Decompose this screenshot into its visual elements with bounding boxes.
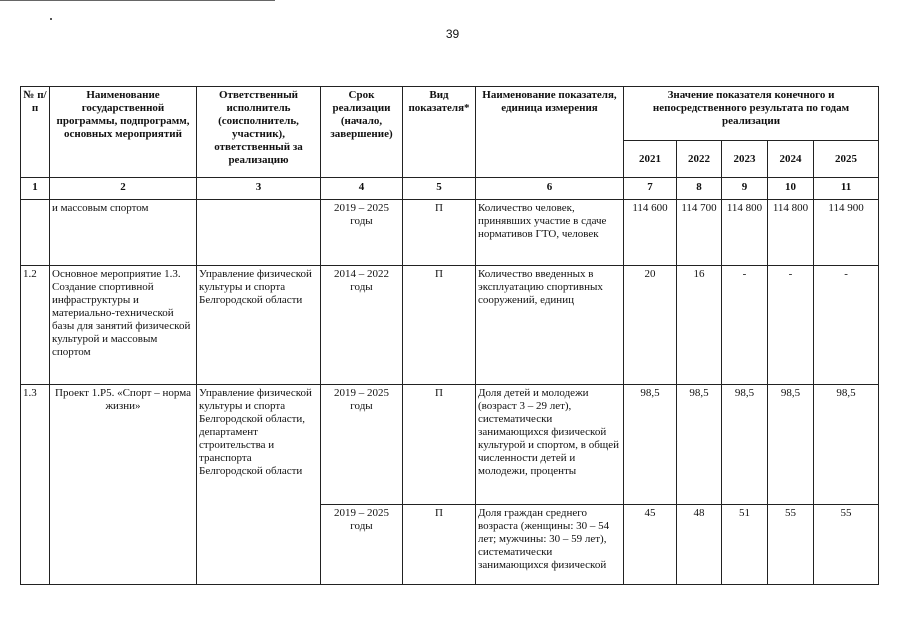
column-number: 1 <box>21 178 50 200</box>
row-program-name: Проект 1.Р5. «Спорт – норма жизни» <box>50 385 197 585</box>
row-value-2021: 45 <box>624 505 677 585</box>
row-value-2024: 98,5 <box>768 385 814 505</box>
table-row <box>21 200 879 266</box>
indicators-table <box>20 86 879 585</box>
column-number: 3 <box>197 178 321 200</box>
column-number: 9 <box>722 178 768 200</box>
row-indicator: Количество человек, принявших участие в сдаче нормативов ГТО, человек <box>476 200 624 266</box>
column-number: 7 <box>624 178 677 200</box>
header-period: Срок реализации (начало, завершение) <box>321 87 403 178</box>
column-number: 8 <box>677 178 722 200</box>
row-indicator: Доля граждан среднего возраста (женщины: 30 – 54 лет; мужчины: 30 – 59 лет), систематически занимающихся физической <box>476 505 624 585</box>
row-indicator: Доля детей и молодежи (возраст 3 – 29 лет), систематически занимающихся физической культурой и спортом, в общей численности детей и молодежи, проценты <box>476 385 624 505</box>
row-value-2025: 114 900 <box>814 200 879 266</box>
header-year: 2025 <box>814 141 879 178</box>
row-period: 2019 – 2025 годы <box>321 200 403 266</box>
row-executor: Управление физической культуры и спорта Белгородской области, департамент строительства и транспорта Белгородской области <box>197 385 321 585</box>
row-value-2021: 20 <box>624 266 677 385</box>
row-value-2024: 114 800 <box>768 200 814 266</box>
column-number: 5 <box>403 178 476 200</box>
column-number: 10 <box>768 178 814 200</box>
row-value-2025: 98,5 <box>814 385 879 505</box>
row-num: 1.3 <box>21 385 50 585</box>
table-row <box>21 266 879 385</box>
row-period: 2019 – 2025 годы <box>321 505 403 585</box>
row-num <box>21 200 50 266</box>
header-year: 2021 <box>624 141 677 178</box>
row-value-2021: 114 600 <box>624 200 677 266</box>
row-type: П <box>403 385 476 505</box>
row-value-2023: 51 <box>722 505 768 585</box>
row-value-2023: - <box>722 266 768 385</box>
top-rule <box>0 0 275 1</box>
row-executor: Управление физической культуры и спорта Белгородской области <box>197 266 321 385</box>
row-value-2022: 98,5 <box>677 385 722 505</box>
column-number: 11 <box>814 178 879 200</box>
row-value-2025: - <box>814 266 879 385</box>
row-period: 2019 – 2025 годы <box>321 385 403 505</box>
row-period: 2014 – 2022 годы <box>321 266 403 385</box>
row-value-2024: - <box>768 266 814 385</box>
row-num: 1.2 <box>21 266 50 385</box>
row-value-2022: 48 <box>677 505 722 585</box>
header-year: 2022 <box>677 141 722 178</box>
row-program-name: Основное мероприятие 1.3. Создание спортивной инфраструктуры и материально-технической базы для занятий физической культурой и массовым спортом <box>50 266 197 385</box>
column-number: 4 <box>321 178 403 200</box>
header-type: Вид показателя* <box>403 87 476 178</box>
row-type: П <box>403 505 476 585</box>
column-number: 6 <box>476 178 624 200</box>
row-value-2023: 98,5 <box>722 385 768 505</box>
header-values-group: Значение показателя конечного и непосредственного результата по годам реализации <box>624 87 879 141</box>
row-value-2025: 55 <box>814 505 879 585</box>
column-numbers-row <box>21 178 879 200</box>
row-indicator: Количество введенных в эксплуатацию спортивных сооружений, единиц <box>476 266 624 385</box>
scan-speck <box>50 18 52 20</box>
page-number: 39 <box>445 27 460 41</box>
header-num: № п/п <box>21 87 50 178</box>
table-row <box>21 385 879 505</box>
header-executor: Ответственный исполнитель (соисполнитель, участник), ответственный за реализацию <box>197 87 321 178</box>
column-number: 2 <box>50 178 197 200</box>
header-program: Наименование государственной программы, подпрограмм, основных мероприятий <box>50 87 197 178</box>
header-indicator: Наименование показателя, единица измерения <box>476 87 624 178</box>
header-year: 2024 <box>768 141 814 178</box>
row-program-name: и массовым спортом <box>50 200 197 266</box>
row-value-2022: 16 <box>677 266 722 385</box>
row-type: П <box>403 200 476 266</box>
row-value-2024: 55 <box>768 505 814 585</box>
row-value-2023: 114 800 <box>722 200 768 266</box>
header-year: 2023 <box>722 141 768 178</box>
row-executor <box>197 200 321 266</box>
row-value-2022: 114 700 <box>677 200 722 266</box>
row-type: П <box>403 266 476 385</box>
row-value-2021: 98,5 <box>624 385 677 505</box>
header-row <box>21 87 879 141</box>
